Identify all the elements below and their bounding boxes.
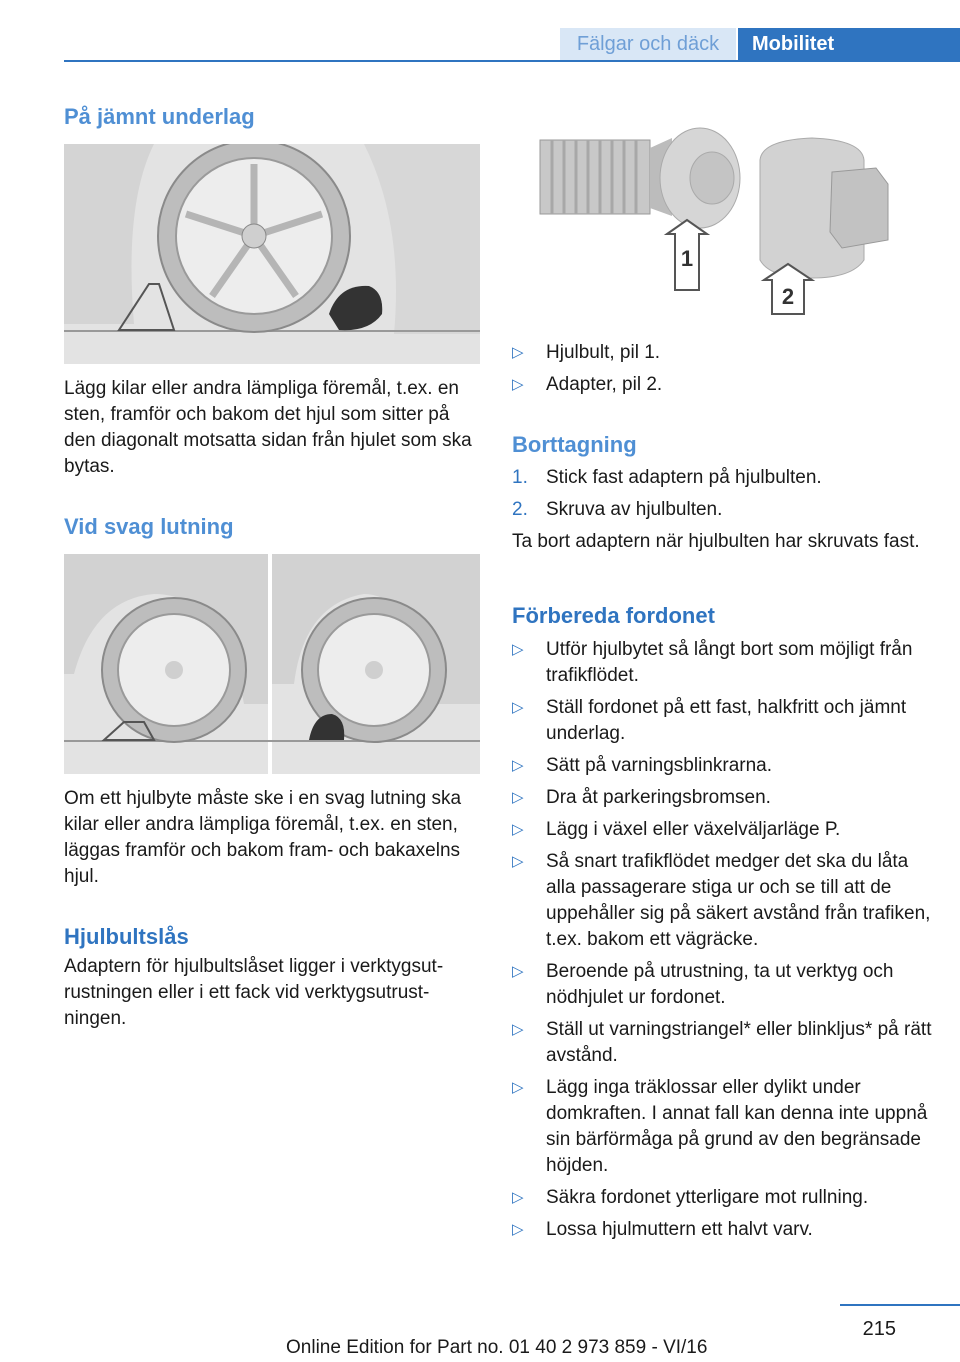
triangle-bullet-icon: ▷ xyxy=(512,641,524,658)
triangle-bullet-icon: ▷ xyxy=(512,699,524,716)
list-item: ▷ Lossa hjulmuttern ett halvt varv. xyxy=(512,1217,932,1243)
wheel-bolt-adapter-illustration xyxy=(512,120,928,328)
triangle-bullet-icon: ▷ xyxy=(512,1221,524,1238)
list-item: ▷ Hjulbult, pil 1. xyxy=(512,340,932,366)
list-item: ▷ Beroende på utrustning, ta ut verktyg och nödhjulet ur fordonet. xyxy=(512,961,894,1008)
removal-note: Ta bort adaptern när hjulbulten har skruvats fast. xyxy=(512,531,920,552)
list-item: ▷ Ställ ut varningstriangel* eller blinkljus* på rätt avstånd. xyxy=(512,1019,932,1066)
heading-removal: Borttagning xyxy=(512,432,637,457)
list-item: ▷ Lägg i växel eller växelväljarläge P. xyxy=(512,817,932,843)
parts-list xyxy=(512,340,932,398)
list-item: ▷ Dra åt parkeringsbromsen. xyxy=(512,785,932,811)
triangle-bullet-icon: ▷ xyxy=(512,344,524,361)
page-number: 215 xyxy=(862,1318,896,1340)
prepare-list xyxy=(512,637,932,1243)
list-item: 2. Skruva av hjulbulten. xyxy=(512,499,723,520)
heading-slight-slope: Vid svag lutning xyxy=(64,514,234,539)
header-rule xyxy=(64,60,960,62)
list-item: ▷ Säkra fordonet ytterligare mot rullning. xyxy=(512,1185,932,1211)
list-item: 1. Stick fast adaptern på hjulbulten. xyxy=(512,467,822,488)
triangle-bullet-icon: ▷ xyxy=(512,853,524,870)
heading-even-ground: På jämnt underlag xyxy=(64,104,255,129)
triangle-bullet-icon: ▷ xyxy=(512,1079,524,1096)
triangle-bullet-icon: ▷ xyxy=(512,1189,524,1206)
wheel-chock-illustration xyxy=(64,144,480,364)
list-item: ▷ Sätt på varningsblinkrarna. xyxy=(512,753,932,779)
triangle-bullet-icon: ▷ xyxy=(512,789,524,806)
footer-rule xyxy=(840,1304,960,1306)
removal-steps xyxy=(512,465,932,523)
list-item: ▷ Så snart trafikflödet medger det ska du låta alla passagerare stiga ur och se till att de uppehåller sig på säkert avstånd från trafiken, t.ex. bakom ett vägräcke. xyxy=(512,851,931,950)
triangle-bullet-icon: ▷ xyxy=(512,376,524,393)
text-slight-slope: Om ett hjulbyte måste ske i en svag lutning ska kilar eller andra lämpliga föremål, t.ex. en sten, läggas framför och bakom fram- och bakaxelns hjul. xyxy=(64,788,462,887)
edition-footer: Online Edition for Part no. 01 40 2 973 859 - VI/16 xyxy=(286,1337,708,1358)
heading-prepare-vehicle: Förbereda fordonet xyxy=(512,603,715,628)
list-item: ▷ Ställ fordonet på ett fast, halkfritt och jämnt underlag. xyxy=(512,697,907,744)
arrow-label-2: 2 xyxy=(781,284,795,309)
triangle-bullet-icon: ▷ xyxy=(512,1021,524,1038)
header-chapter-tab: Mobilitet xyxy=(738,28,960,60)
slope-chocks-illustration xyxy=(64,554,480,774)
list-item: ▷ Adapter, pil 2. xyxy=(512,372,932,398)
triangle-bullet-icon: ▷ xyxy=(512,757,524,774)
header-section-tab: Fälgar och däck xyxy=(560,28,736,60)
triangle-bullet-icon: ▷ xyxy=(512,821,524,838)
triangle-bullet-icon: ▷ xyxy=(512,963,524,980)
text-wheel-lock: Adaptern för hjulbultslåset ligger i verktygsutrustningen eller i ett fack vid verktygsutrustningen. xyxy=(64,956,444,1029)
heading-wheel-lock: Hjulbultslås xyxy=(64,924,189,949)
list-item: ▷ Lägg inga träklossar eller dylikt under domkraften. I annat fall kan denna inte uppnå sin bärförmåga på grund av den begränsade höjden. xyxy=(512,1077,928,1176)
list-item: ▷ Utför hjulbytet så långt bort som möjligt från trafikflödet. xyxy=(512,639,913,686)
arrow-label-1: 1 xyxy=(680,246,694,271)
text-even-ground: Lägg kilar eller andra lämpliga föremål, t.ex. en sten, framför och bakom det hjul som sitter på den diagonalt motsatta sidan från hjulet som ska bytas. xyxy=(64,378,472,477)
